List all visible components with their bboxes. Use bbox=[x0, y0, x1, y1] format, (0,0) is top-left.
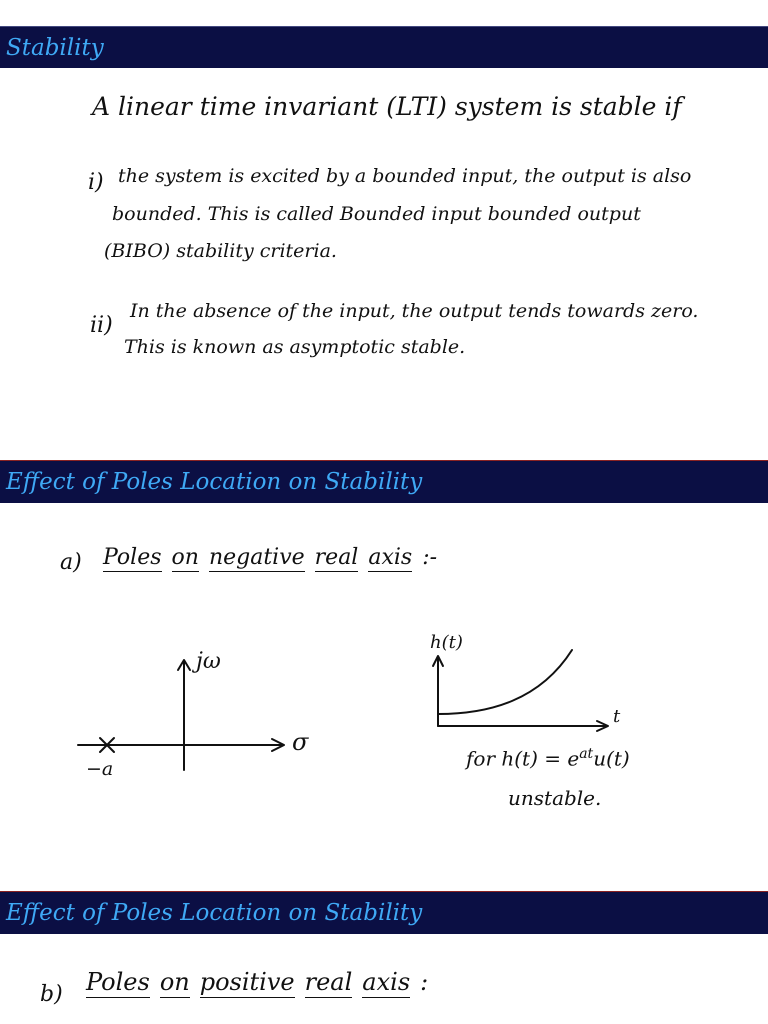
heading-suffix: : bbox=[420, 968, 429, 996]
case-a-marker: a) bbox=[60, 550, 82, 575]
real-axis-label: σ bbox=[292, 728, 309, 756]
section-header-poles-positive bbox=[0, 891, 768, 934]
section-title: Effect of Poles Location on Stability bbox=[6, 900, 423, 926]
item-1-line-2: bounded. This is called Bounded input bounded output bbox=[112, 203, 641, 225]
section-title: Effect of Poles Location on Stability bbox=[6, 469, 423, 495]
case-b-marker: b) bbox=[40, 982, 63, 1007]
heading-word: axis bbox=[362, 968, 411, 996]
pole-label: −a bbox=[86, 758, 114, 780]
s-plane-diagram bbox=[60, 640, 340, 790]
case-b-heading bbox=[86, 968, 428, 998]
item-1-line-3: (BIBO) stability criteria. bbox=[104, 240, 337, 262]
response-curve bbox=[438, 650, 572, 714]
response-y-label: h(t) bbox=[430, 632, 463, 653]
heading-word: Poles bbox=[103, 545, 162, 570]
stability-intro: A linear time invariant (LTI) system is stable if bbox=[92, 92, 682, 121]
item-2-marker: ii) bbox=[90, 313, 113, 338]
heading-word: on bbox=[171, 545, 199, 570]
heading-word: negative bbox=[208, 545, 305, 570]
heading-word: positive bbox=[199, 968, 295, 996]
heading-word: Poles bbox=[86, 968, 150, 996]
impulse-response-plot bbox=[420, 628, 640, 748]
case-a-heading bbox=[103, 545, 437, 572]
response-verdict: unstable. bbox=[508, 786, 602, 810]
heading-word: on bbox=[159, 968, 190, 996]
response-x-label: t bbox=[613, 706, 621, 727]
section-header-stability bbox=[0, 26, 768, 68]
formula-suffix: u(t) bbox=[593, 746, 630, 771]
section-title: Stability bbox=[6, 34, 104, 61]
heading-suffix: :- bbox=[422, 545, 438, 570]
item-2-line-1: In the absence of the input, the output tends towards zero. bbox=[130, 300, 699, 322]
imag-axis-label: jω bbox=[196, 649, 221, 674]
heading-word: axis bbox=[368, 545, 413, 570]
formula-prefix: for h(t) = e bbox=[466, 746, 580, 771]
heading-word: real bbox=[304, 968, 353, 996]
heading-word: real bbox=[314, 545, 359, 570]
item-1-line-1: the system is excited by a bounded input, the output is also bbox=[118, 165, 692, 187]
item-2-line-2: This is known as asymptotic stable. bbox=[124, 336, 466, 358]
item-1-marker: i) bbox=[88, 170, 104, 195]
response-formula bbox=[466, 746, 630, 771]
formula-exponent: at bbox=[579, 746, 594, 762]
section-header-poles-negative bbox=[0, 460, 768, 503]
